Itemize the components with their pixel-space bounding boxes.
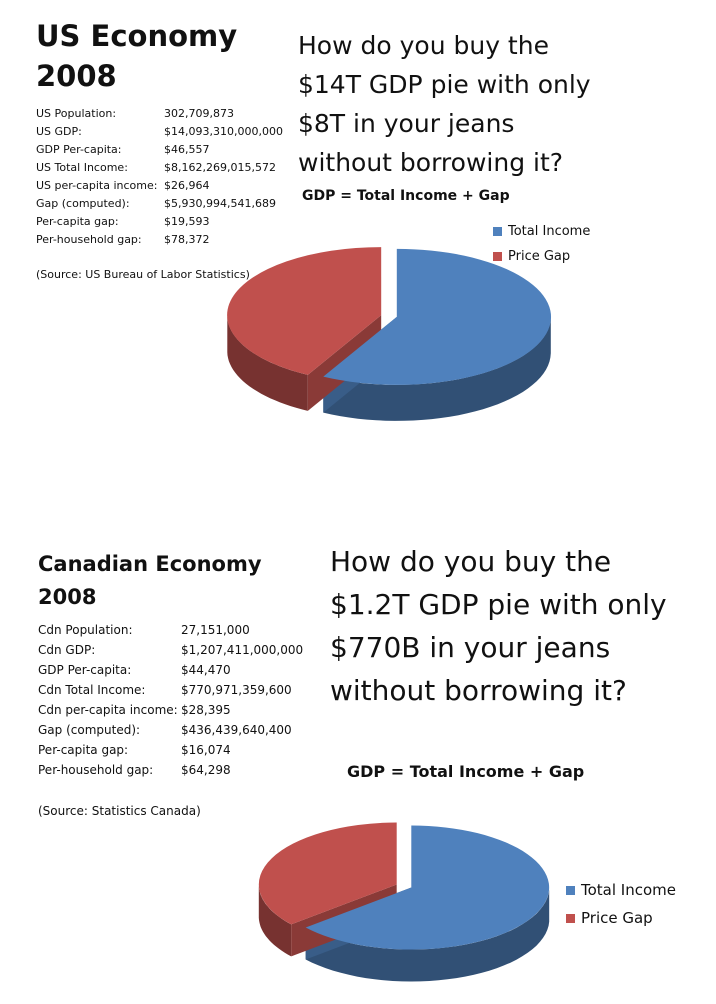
stat-value: $78,372 <box>164 233 210 246</box>
stat-label: Gap (computed): <box>36 197 130 210</box>
stat-label: Per-capita gap: <box>36 215 119 228</box>
stat-value: $64,298 <box>181 763 231 777</box>
stat-value: $26,964 <box>164 179 210 192</box>
stat-value: $28,395 <box>181 703 231 717</box>
legend-label: Total Income <box>581 881 676 899</box>
us-question-line: $14T GDP pie with only <box>298 70 591 99</box>
stat-value: $16,074 <box>181 743 231 757</box>
us-source-note: (Source: US Bureau of Labor Statistics) <box>36 268 250 281</box>
stat-label: Per-household gap: <box>38 763 154 777</box>
stat-value: $8,162,269,015,572 <box>164 161 276 174</box>
us-question-line: without borrowing it? <box>298 148 564 177</box>
canada-source-note: (Source: Statistics Canada) <box>38 804 201 818</box>
canada-question-line: without borrowing it? <box>330 674 627 707</box>
stat-value: $19,593 <box>164 215 210 228</box>
legend-label: Price Gap <box>508 249 571 264</box>
us-question-line: How do you buy the <box>298 31 549 60</box>
canada-question-line: How do you buy the <box>330 545 612 578</box>
legend-item-total-income <box>566 876 676 904</box>
stat-value: $14,093,310,000,000 <box>164 125 283 138</box>
us-chart-title: GDP = Total Income + Gap <box>302 188 510 204</box>
stat-label: Cdn Population: <box>38 623 133 637</box>
stat-label: US GDP: <box>36 125 82 138</box>
stat-value: $5,930,994,541,689 <box>164 197 276 210</box>
legend-item-price-gap <box>566 904 676 932</box>
canada-chart-title: GDP = Total Income + Gap <box>347 762 585 781</box>
canada-title-line1: Canadian Economy <box>38 552 262 576</box>
legend-label: Price Gap <box>581 909 653 927</box>
stat-label: Per-household gap: <box>36 233 142 246</box>
canada-question-line: $770B in your jeans <box>330 631 611 664</box>
canada-title-line2: 2008 <box>38 585 97 609</box>
stat-label: US Total Income: <box>36 161 128 174</box>
us-title-line1: US Economy <box>36 19 238 53</box>
legend-swatch-red <box>566 914 575 923</box>
stat-value: $46,557 <box>164 143 210 156</box>
stat-value: $770,971,359,600 <box>181 683 292 697</box>
us-question-line: $8T in your jeans <box>298 109 515 138</box>
stat-label: Gap (computed): <box>38 723 141 737</box>
stat-label: Per-capita gap: <box>38 743 129 757</box>
stat-value: $436,439,640,400 <box>181 723 292 737</box>
us-title-line2: 2008 <box>36 59 117 93</box>
stat-label: Cdn per-capita income: <box>38 703 178 717</box>
canada-question-line: $1.2T GDP pie with only <box>330 588 667 621</box>
stat-label: Cdn Total Income: <box>38 683 146 697</box>
stat-label: GDP Per-capita: <box>36 143 122 156</box>
stat-label: US Population: <box>36 107 117 120</box>
stat-label: Cdn GDP: <box>38 643 96 657</box>
stat-value: $1,207,411,000,000 <box>181 643 304 657</box>
stat-value: 27,151,000 <box>181 623 250 637</box>
canada-chart-legend <box>566 876 676 932</box>
stat-value: $44,470 <box>181 663 231 677</box>
legend-label: Total Income <box>508 224 591 239</box>
stat-label: US per-capita income: <box>36 179 158 192</box>
stat-label: GDP Per-capita: <box>38 663 132 677</box>
legend-swatch-blue <box>566 886 575 895</box>
stat-value: 302,709,873 <box>164 107 234 120</box>
